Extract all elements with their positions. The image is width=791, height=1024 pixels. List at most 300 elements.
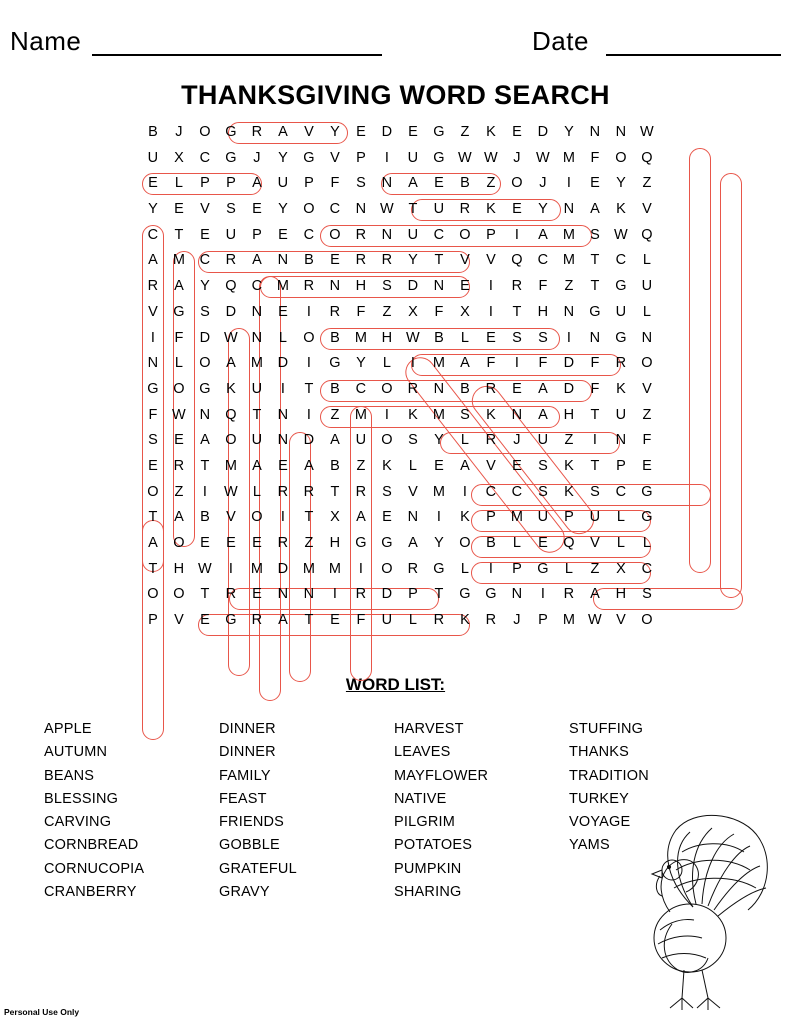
grid-cell[interactable]: G [615,278,627,295]
grid-cell[interactable]: L [278,329,288,346]
grid-cell[interactable]: L [460,560,470,577]
word-list-item[interactable]: GRATEFUL [219,860,297,877]
grid-cell[interactable]: G [147,380,159,397]
grid-cell[interactable]: V [330,149,340,166]
grid-cell[interactable]: S [538,483,548,500]
grid-cell[interactable]: U [615,406,627,423]
grid-cell[interactable]: D [199,329,211,346]
grid-cell[interactable]: U [537,509,549,526]
grid-cell[interactable]: R [147,278,159,295]
grid-cell[interactable]: C [615,252,627,269]
grid-cell[interactable]: X [174,149,184,166]
grid-cell[interactable]: L [174,355,184,372]
grid-cell[interactable]: G [225,149,237,166]
grid-cell[interactable]: R [563,586,575,603]
grid-cell[interactable]: R [277,483,289,500]
grid-cell[interactable]: W [640,124,654,140]
grid-cell[interactable]: G [537,560,549,577]
grid-cell[interactable]: C [199,252,211,269]
grid-cell[interactable]: G [199,380,211,397]
grid-cell[interactable]: I [514,355,520,372]
grid-cell[interactable]: E [148,457,158,474]
word-list-item[interactable]: GRAVY [219,884,270,901]
grid-cell[interactable]: Y [564,124,574,140]
grid-cell[interactable]: O [251,509,263,526]
grid-cell[interactable]: U [407,149,419,166]
word-list-item[interactable]: CORNBREAD [44,837,139,854]
grid-cell[interactable]: U [251,432,263,449]
grid-cell[interactable]: C [355,380,367,397]
grid-cell[interactable]: E [252,535,262,551]
grid-cell[interactable]: F [356,612,366,629]
grid-cell[interactable]: A [538,380,548,397]
grid-cell[interactable]: M [328,560,342,577]
grid-cell[interactable]: T [434,252,444,269]
grid-cell[interactable]: Y [148,201,158,218]
grid-cell[interactable]: U [277,175,289,192]
grid-cell[interactable]: E [512,457,522,474]
grid-cell[interactable]: Y [278,201,288,218]
grid-cell[interactable]: R [329,303,341,320]
grid-cell[interactable]: R [485,380,497,397]
grid-cell[interactable]: X [330,509,340,526]
grid-cell[interactable]: J [513,612,521,629]
grid-cell[interactable]: L [616,509,626,526]
grid-cell[interactable]: W [588,612,602,629]
grid-cell[interactable]: K [564,457,574,474]
grid-cell[interactable]: W [458,149,472,166]
grid-cell[interactable]: J [539,175,547,192]
grid-cell[interactable]: K [460,509,470,526]
word-list-item[interactable]: PUMPKIN [394,860,462,877]
grid-cell[interactable]: J [253,149,261,166]
word-list-item[interactable]: FRIENDS [219,814,285,831]
word-list-item[interactable]: THANKS [569,744,630,761]
grid-cell[interactable]: M [432,355,446,372]
grid-cell[interactable]: M [172,252,186,269]
grid-cell[interactable]: D [407,278,419,295]
grid-cell[interactable]: E [642,457,652,474]
grid-cell[interactable]: T [148,509,158,526]
grid-cell[interactable]: S [460,406,470,423]
grid-cell[interactable]: N [251,329,263,346]
grid-cell[interactable]: O [303,201,315,218]
grid-cell[interactable]: K [616,380,626,397]
word-list-item[interactable]: BEANS [44,767,95,784]
grid-cell[interactable]: Z [590,560,600,577]
grid-cell[interactable]: T [330,483,340,500]
grid-cell[interactable]: N [355,201,367,218]
grid-cell[interactable]: I [150,329,156,346]
grid-cell[interactable]: O [199,124,211,140]
grid-cell[interactable]: E [200,226,210,243]
grid-cell[interactable]: T [590,457,600,474]
grid-cell[interactable]: Y [434,535,444,551]
grid-cell[interactable]: F [486,355,496,372]
grid-cell[interactable]: A [200,432,210,449]
grid-cell[interactable]: Q [225,278,237,295]
grid-cell[interactable]: U [641,278,653,295]
grid-cell[interactable]: D [537,124,549,140]
word-list-item[interactable]: CORNUCOPIA [44,860,145,877]
grid-cell[interactable]: N [199,406,211,423]
grid-cell[interactable]: V [200,201,210,218]
grid-cell[interactable]: L [460,432,470,449]
grid-cell[interactable]: V [616,612,626,629]
grid-cell[interactable]: M [562,612,576,629]
grid-cell[interactable]: O [459,226,471,243]
grid-cell[interactable]: P [512,560,522,577]
grid-cell[interactable]: M [276,278,290,295]
grid-cell[interactable]: N [277,432,289,449]
grid-cell[interactable]: T [590,406,600,423]
word-list-item[interactable]: FEAST [219,790,267,807]
grid-cell[interactable]: I [306,355,312,372]
grid-cell[interactable]: C [199,149,211,166]
grid-cell[interactable]: U [589,509,601,526]
grid-cell[interactable]: Y [356,355,366,372]
grid-cell[interactable]: U [147,149,159,166]
grid-cell[interactable]: P [486,226,496,243]
grid-cell[interactable]: W [224,483,238,500]
grid-cell[interactable]: O [615,149,627,166]
grid-cell[interactable]: I [436,509,442,526]
grid-cell[interactable]: O [641,612,653,629]
grid-cell[interactable]: X [408,303,418,320]
grid-cell[interactable]: E [408,124,418,140]
grid-cell[interactable]: R [277,535,289,551]
grid-cell[interactable]: Z [642,175,652,192]
grid-cell[interactable]: V [642,380,652,397]
grid-cell[interactable]: E [382,509,392,526]
grid-cell[interactable]: V [642,201,652,218]
word-list-item[interactable]: GOBBLE [219,837,280,854]
grid-cell[interactable]: M [432,483,446,500]
grid-cell[interactable]: A [174,509,184,526]
grid-cell[interactable]: O [173,586,185,603]
grid-cell[interactable]: N [589,124,601,140]
grid-cell[interactable]: N [277,252,289,269]
grid-cell[interactable]: A [590,201,600,218]
grid-cell[interactable]: G [329,355,341,372]
grid-cell[interactable]: N [277,406,289,423]
grid-cell[interactable]: K [408,406,418,423]
grid-cell[interactable]: Y [330,124,340,140]
grid-cell[interactable]: E [278,457,288,474]
grid-cell[interactable]: A [174,278,184,295]
grid-cell[interactable]: R [615,355,627,372]
grid-cell[interactable]: N [147,355,159,372]
grid-cell[interactable]: F [148,406,158,423]
grid-cell[interactable]: E [148,175,158,192]
grid-cell[interactable]: M [354,329,368,346]
grid-cell[interactable]: N [563,303,575,320]
grid-cell[interactable]: K [616,201,626,218]
grid-cell[interactable]: I [514,226,520,243]
grid-cell[interactable]: N [251,303,263,320]
grid-cell[interactable]: W [484,149,498,166]
grid-cell[interactable]: W [198,560,212,577]
grid-cell[interactable]: U [433,201,445,218]
grid-cell[interactable]: K [486,406,496,423]
grid-cell[interactable]: D [563,355,575,372]
grid-cell[interactable]: I [488,303,494,320]
word-list-item[interactable]: BLESSING [44,790,119,807]
grid-cell[interactable]: J [513,432,521,449]
grid-cell[interactable]: B [304,252,314,269]
grid-cell[interactable]: V [460,252,470,269]
grid-cell[interactable]: H [615,586,627,603]
word-list-item[interactable]: VOYAGE [569,814,631,831]
grid-cell[interactable]: K [382,457,392,474]
grid-cell[interactable]: G [225,124,237,140]
grid-cell[interactable]: C [615,483,627,500]
grid-cell[interactable]: E [486,329,496,346]
grid-cell[interactable]: E [512,124,522,140]
grid-cell[interactable]: P [252,226,262,243]
grid-cell[interactable]: I [228,560,234,577]
grid-cell[interactable]: C [147,226,159,243]
grid-cell[interactable]: P [538,612,548,629]
grid-cell[interactable]: E [356,124,366,140]
word-list-item[interactable]: CRANBERRY [44,884,137,901]
grid-cell[interactable]: M [250,355,264,372]
grid-cell[interactable]: I [488,278,494,295]
grid-cell[interactable]: U [381,612,393,629]
grid-cell[interactable]: L [382,355,392,372]
grid-cell[interactable]: F [590,355,600,372]
grid-cell[interactable]: W [536,149,550,166]
word-list-item[interactable]: MAYFLOWER [394,767,489,784]
grid-cell[interactable]: E [200,612,210,629]
grid-cell[interactable]: O [381,432,393,449]
grid-cell[interactable]: Q [641,226,653,243]
grid-cell[interactable]: H [329,535,341,551]
word-list-item[interactable]: CARVING [44,814,112,831]
grid-cell[interactable]: F [590,149,600,166]
grid-cell[interactable]: A [460,457,470,474]
grid-cell[interactable]: N [407,509,419,526]
grid-cell[interactable]: R [511,278,523,295]
grid-cell[interactable]: V [304,124,314,140]
grid-cell[interactable]: O [459,535,471,551]
grid-cell[interactable]: G [433,124,445,140]
grid-cell[interactable]: O [381,380,393,397]
grid-cell[interactable]: E [460,278,470,295]
grid-cell[interactable]: I [280,380,286,397]
grid-cell[interactable]: Y [434,432,444,449]
grid-cell[interactable]: B [330,380,340,397]
grid-cell[interactable]: I [202,483,208,500]
grid-cell[interactable]: L [408,457,418,474]
grid-cell[interactable]: R [303,483,315,500]
grid-cell[interactable]: M [250,560,264,577]
grid-cell[interactable]: O [381,560,393,577]
grid-cell[interactable]: V [148,303,158,320]
grid-cell[interactable]: M [510,509,524,526]
grid-cell[interactable]: N [303,586,315,603]
grid-cell[interactable]: C [537,252,549,269]
grid-cell[interactable]: I [566,175,572,192]
grid-cell[interactable]: T [148,560,158,577]
grid-cell[interactable]: O [329,226,341,243]
grid-cell[interactable]: L [252,483,262,500]
grid-cell[interactable]: M [562,252,576,269]
grid-cell[interactable]: A [252,457,262,474]
grid-cell[interactable]: I [280,509,286,526]
grid-cell[interactable]: C [433,226,445,243]
grid-cell[interactable]: E [512,201,522,218]
grid-cell[interactable]: X [616,560,626,577]
grid-cell[interactable]: D [303,432,315,449]
grid-cell[interactable]: H [355,278,367,295]
grid-cell[interactable]: D [277,355,289,372]
grid-cell[interactable]: L [642,303,652,320]
grid-cell[interactable]: S [642,586,652,603]
grid-cell[interactable]: A [226,355,236,372]
grid-cell[interactable]: X [460,303,470,320]
grid-cell[interactable]: M [354,406,368,423]
grid-cell[interactable]: P [200,175,210,192]
grid-cell[interactable]: G [641,483,653,500]
grid-cell[interactable]: G [615,329,627,346]
grid-cell[interactable]: G [589,303,601,320]
grid-cell[interactable]: O [225,432,237,449]
grid-cell[interactable]: A [148,535,158,551]
grid-cell[interactable]: F [538,278,548,295]
grid-cell[interactable]: G [303,149,315,166]
grid-cell[interactable]: I [306,303,312,320]
grid-cell[interactable]: E [226,535,236,551]
grid-cell[interactable]: O [173,380,185,397]
grid-cell[interactable]: M [562,149,576,166]
grid-cell[interactable]: I [306,406,312,423]
grid-cell[interactable]: A [148,252,158,269]
grid-cell[interactable]: E [278,303,288,320]
grid-cell[interactable]: I [358,560,364,577]
grid-cell[interactable]: F [538,355,548,372]
grid-cell[interactable]: E [590,175,600,192]
grid-cell[interactable]: N [615,124,627,140]
grid-cell[interactable]: N [433,278,445,295]
grid-cell[interactable]: F [330,175,340,192]
grid-cell[interactable]: T [174,226,184,243]
grid-cell[interactable]: S [590,483,600,500]
grid-cell[interactable]: W [224,329,238,346]
grid-cell[interactable]: R [407,380,419,397]
grid-cell[interactable]: P [226,175,236,192]
grid-cell[interactable]: N [381,226,393,243]
grid-cell[interactable]: V [408,483,418,500]
grid-cell[interactable]: V [590,535,600,551]
grid-cell[interactable]: F [642,432,652,449]
grid-cell[interactable]: F [434,303,444,320]
grid-cell[interactable]: M [562,226,576,243]
grid-cell[interactable]: P [564,509,574,526]
grid-cell[interactable]: B [330,457,340,474]
grid-cell[interactable]: U [615,303,627,320]
grid-cell[interactable]: S [226,201,236,218]
grid-cell[interactable]: R [225,586,237,603]
word-list-item[interactable]: STUFFING [569,721,644,737]
word-list-item[interactable]: APPLE [44,721,92,737]
grid-cell[interactable]: G [355,535,367,551]
grid-cell[interactable]: E [434,457,444,474]
grid-cell[interactable]: W [172,406,186,423]
grid-cell[interactable]: J [175,124,183,140]
grid-cell[interactable]: S [200,303,210,320]
grid-cell[interactable]: S [408,432,418,449]
grid-cell[interactable]: T [434,586,444,603]
grid-cell[interactable]: D [225,303,237,320]
grid-cell[interactable]: R [381,252,393,269]
grid-cell[interactable]: N [277,586,289,603]
grid-cell[interactable]: P [408,586,418,603]
grid-cell[interactable]: U [225,226,237,243]
grid-cell[interactable]: W [614,226,628,243]
grid-cell[interactable]: N [329,278,341,295]
word-list-item[interactable]: TRADITION [569,767,649,784]
grid-cell[interactable]: U [407,226,419,243]
grid-cell[interactable]: Q [225,406,237,423]
grid-cell[interactable]: A [330,432,340,449]
grid-cell[interactable]: B [434,329,444,346]
grid-cell[interactable]: A [408,535,418,551]
grid-cell[interactable]: C [511,483,523,500]
grid-cell[interactable]: D [277,560,289,577]
grid-cell[interactable]: T [200,586,210,603]
grid-cell[interactable]: R [225,252,237,269]
grid-cell[interactable]: F [590,380,600,397]
grid-cell[interactable]: G [173,303,185,320]
grid-cell[interactable]: M [224,457,238,474]
grid-cell[interactable]: T [304,509,314,526]
grid-cell[interactable]: R [485,432,497,449]
grid-cell[interactable]: R [407,560,419,577]
grid-cell[interactable]: D [381,124,393,140]
grid-cell[interactable]: R [355,252,367,269]
word-list-item[interactable]: FAMILY [219,767,271,784]
grid-cell[interactable]: Z [642,406,652,423]
grid-cell[interactable]: I [384,406,390,423]
grid-cell[interactable]: E [512,380,522,397]
grid-cell[interactable]: M [302,560,316,577]
word-list-item[interactable]: NATIVE [394,790,447,807]
grid-cell[interactable]: S [356,175,366,192]
grid-cell[interactable]: Y [408,252,418,269]
grid-cell[interactable]: E [174,201,184,218]
grid-cell[interactable]: K [486,201,496,218]
grid-cell[interactable]: B [486,535,496,551]
grid-cell[interactable]: T [590,278,600,295]
grid-cell[interactable]: O [147,483,159,500]
grid-cell[interactable]: V [174,612,184,629]
grid-cell[interactable]: E [434,175,444,192]
grid-cell[interactable]: Q [641,149,653,166]
grid-cell[interactable]: Z [564,432,574,449]
grid-cell[interactable]: E [330,612,340,629]
grid-cell[interactable]: D [381,586,393,603]
grid-cell[interactable]: Y [538,201,548,218]
grid-cell[interactable]: N [615,432,627,449]
grid-cell[interactable]: L [460,329,470,346]
grid-cell[interactable]: Z [382,303,392,320]
grid-cell[interactable]: I [592,432,598,449]
grid-cell[interactable]: S [538,329,548,346]
grid-cell[interactable]: Z [174,483,184,500]
grid-cell[interactable]: A [278,612,288,629]
grid-cell[interactable]: I [566,329,572,346]
